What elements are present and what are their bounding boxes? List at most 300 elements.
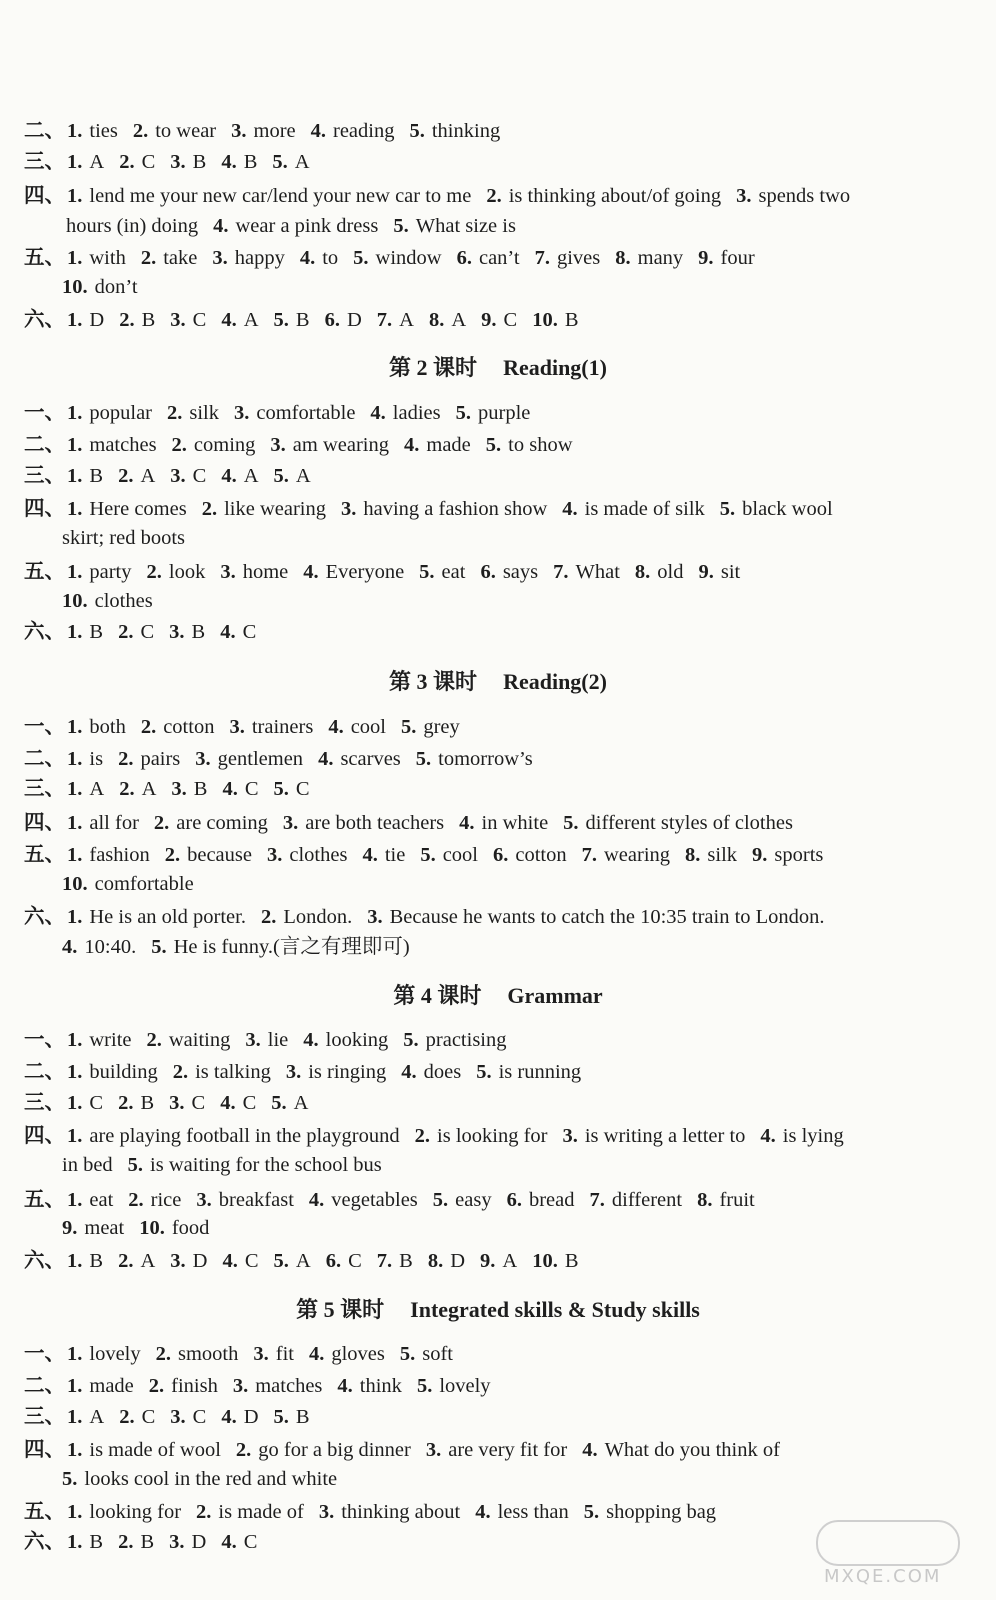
answer-item [300,243,338,274]
answer-item [62,586,153,617]
answer-item [456,398,531,429]
answer-item [476,1057,581,1088]
item-number: 3. [170,151,186,173]
item-number: 3. [562,1125,578,1147]
item-number: 3. [195,748,211,770]
item-number: 10. [532,309,558,331]
item-number: 1. [67,1250,83,1272]
question-group-number: 四、 [24,812,65,834]
item-number: 3. [169,1531,185,1553]
item-answer: fruit [719,1189,755,1211]
item-number: 4. [303,561,319,583]
item-answer: D [192,1250,208,1272]
item-answer: bread [528,1189,575,1211]
answer-item [67,1339,141,1370]
answer-item [67,243,126,274]
item-answer: to show [508,434,573,456]
answer-item [236,1435,411,1466]
item-answer: window [375,247,442,269]
item-number: 3. [231,120,247,142]
question-group-number: 五、 [24,844,65,866]
item-number: 2. [164,844,181,866]
item-number: 5. [393,215,409,237]
item-answer: B [89,1531,104,1553]
answer-item [480,1246,517,1277]
item-answer: Here comes [89,498,187,520]
question-group-number: 一、 [24,1343,65,1365]
item-answer: D [346,309,362,331]
answer-line [24,1088,982,1119]
item-answer: made [426,434,471,456]
answer-line [24,147,982,178]
answer-line [62,523,982,554]
item-answer: ties [89,120,118,142]
item-answer: C [192,1406,207,1428]
answer-item [66,211,198,242]
question-group-number: 六、 [24,1250,65,1272]
answer-item [165,840,252,871]
item-answer: practising [425,1029,507,1051]
item-answer: both [89,716,126,738]
item-number: 3. [232,1375,249,1397]
item-answer: C [141,151,156,173]
item-number: 1. [67,402,83,424]
answer-item [393,211,516,242]
answer-item [582,840,670,871]
answer-item [720,494,833,525]
item-answer: four [720,247,755,269]
item-answer: cool [350,716,386,738]
item-number: 4. [308,1189,325,1211]
answer-item [760,1121,843,1152]
answer-item [370,398,440,429]
item-answer: C [141,1406,156,1428]
item-answer: B [192,151,207,173]
item-number: 4. [404,434,420,456]
item-answer: finish [171,1375,218,1397]
question-group-number: 一、 [24,716,65,738]
answer-item [133,116,216,147]
item-answer: A [294,151,310,173]
item-answer: fit [275,1343,294,1365]
item-answer: C [140,621,155,643]
answer-item [433,1185,492,1216]
item-answer: tomorrow’s [438,748,533,770]
item-number: 1. [67,748,83,770]
item-number: 1. [67,1439,83,1461]
item-number: 7. [589,1189,605,1211]
item-answer: popular [89,402,152,424]
answer-line [24,774,982,805]
answer-item [318,744,401,775]
item-number: 2. [118,1531,134,1553]
item-answer: B [140,1092,155,1114]
question-group-number: 五、 [24,1189,65,1211]
item-number: 1. [67,1092,83,1114]
item-answer: take [163,247,198,269]
item-answer: are playing football in the playground [89,1125,400,1147]
item-number: 3. [245,1029,261,1051]
answer-item [67,1402,104,1433]
section-title [0,350,996,386]
item-number: 8. [697,1189,713,1211]
answer-line [24,1435,982,1466]
item-answer: building [89,1061,158,1083]
answer-item [128,1150,382,1181]
answer-item [67,494,187,525]
item-number: 1. [67,1343,83,1365]
question-group-number: 四、 [24,185,65,207]
question-group-number: 四、 [24,1125,65,1147]
item-number: 10. [62,873,88,895]
item-number: 4. [337,1375,353,1397]
answer-item [67,1025,132,1056]
item-number: 10. [62,590,88,612]
item-number: 7. [581,844,597,866]
item-number: 3. [170,1406,186,1428]
item-answer: A [399,309,414,331]
answer-item [274,1246,311,1277]
item-number: 3. [282,812,299,834]
answer-item [341,494,547,525]
answer-item [67,116,118,147]
answer-item [67,398,152,429]
answer-item [118,461,155,492]
item-answer: lovely [439,1375,491,1397]
answer-line [24,398,982,429]
answer-item [325,305,362,336]
answer-item [311,116,395,147]
answer-item [532,1246,578,1277]
answer-item [562,494,705,525]
item-number: 9. [62,1217,78,1239]
answer-line [24,902,982,933]
item-answer: to wear [155,120,217,142]
item-answer: gives [556,247,601,269]
answer-line [62,272,982,303]
answer-item [62,523,185,554]
item-answer: trainers [251,716,314,738]
answer-item [67,461,103,492]
item-answer: because [187,844,252,866]
answer-line [24,116,982,147]
answer-item [167,398,219,429]
answer-item [377,305,414,336]
answer-item [222,1246,258,1277]
item-answer: with [89,247,126,269]
item-answer: lend me your new car/lend your new car to me [89,185,472,207]
answer-line [24,494,982,525]
answer-item [62,932,136,963]
answer-item [212,243,284,274]
answer-item [221,147,257,178]
item-number: 3. [736,185,752,207]
item-answer: comfortable [256,402,356,424]
item-answer: sit [720,561,741,583]
item-number: 7. [376,1250,393,1272]
item-number: 3. [253,1343,269,1365]
answer-item [698,243,755,274]
item-number: 5. [273,778,289,800]
item-answer: are both teachers [305,812,445,834]
item-answer: He is an old porter. [89,906,246,928]
item-number: 9. [481,309,497,331]
item-number: 1. [67,561,83,583]
item-answer: like wearing [224,498,326,520]
item-answer: pairs [140,748,181,770]
answer-item [67,147,104,178]
item-number: 1. [67,621,83,643]
answer-item [404,430,471,461]
item-answer: thinking [431,120,501,142]
item-number: 4. [582,1439,598,1461]
item-answer: A [89,1406,105,1428]
answer-item [274,774,310,805]
item-number: 5. [399,1343,416,1365]
item-number: 8. [685,844,701,866]
section-lesson: 第 5 课时 [296,1297,385,1322]
answer-line [24,1371,982,1402]
item-number: 9. [752,844,768,866]
item-number: 1. [67,1029,83,1051]
item-number: 1. [67,906,83,928]
item-answer: vegetables [331,1189,418,1211]
answer-item [535,243,601,274]
item-answer: black wool [742,498,833,520]
item-answer: cool [442,844,478,866]
answer-item [67,1121,400,1152]
item-number: 2. [167,402,183,424]
answer-item [429,305,466,336]
item-number: 5. [415,748,432,770]
item-number: 4. [318,748,334,770]
answer-item [169,1088,205,1119]
watermark-site: MXQE.COM [824,1566,942,1587]
item-number: 3. [367,906,383,928]
item-answer: What size is [415,215,516,237]
item-answer: can’t [478,247,520,269]
section-topic: Integrated skills & Study skills [410,1297,700,1322]
answer-item [196,1185,294,1216]
answer-item [752,840,823,871]
answer-line [62,1464,982,1495]
answer-item [67,1371,134,1402]
answer-item [118,1088,154,1119]
answer-item [377,1246,413,1277]
item-answer: A [293,1092,309,1114]
item-answer: cotton [163,716,215,738]
answer-item [697,1185,755,1216]
answer-item [67,557,132,588]
item-number: 2. [140,716,157,738]
item-answer: London. [283,906,353,928]
item-answer: different [611,1189,683,1211]
item-number: 5. [419,561,435,583]
item-answer: silk [707,844,738,866]
item-number: 5. [409,120,425,142]
answer-item [261,902,352,933]
item-number: 1. [67,465,83,487]
answer-item [171,774,207,805]
answer-item [231,116,296,147]
item-number: 3. [169,1092,185,1114]
item-number: 3. [196,1189,212,1211]
item-number: 2. [146,1029,162,1051]
item-number: 4. [303,1029,319,1051]
answer-item [267,840,347,871]
item-answer: B [564,309,579,331]
answer-item [553,557,620,588]
item-answer: clothes [289,844,348,866]
answer-line [24,840,982,871]
item-answer: am wearing [292,434,389,456]
answer-line [24,1246,982,1277]
answer-line [24,617,982,648]
answer-item [283,808,444,839]
item-answer: C [243,1531,258,1553]
item-number: 1. [67,716,83,738]
section-topic: Reading(2) [503,669,607,694]
answer-item [459,808,548,839]
question-group-number: 六、 [24,1531,65,1553]
item-number: 5. [432,1189,449,1211]
answer-item [615,243,683,274]
answer-item [202,494,326,525]
item-number: 2. [235,1439,252,1461]
item-number: 6. [492,844,509,866]
item-number: 4. [562,498,578,520]
item-answer: matches [89,434,157,456]
item-answer: having a fashion show [363,498,548,520]
answer-item [62,272,138,303]
item-number: 9. [698,561,714,583]
item-number: 5. [273,1406,289,1428]
question-group-number: 三、 [24,465,65,487]
answer-item [481,305,517,336]
item-number: 2. [172,1061,189,1083]
answer-item [67,181,471,212]
answer-item [590,1185,683,1216]
section-lesson: 第 3 课时 [389,669,478,694]
answer-item [169,1527,206,1558]
answer-item [170,1246,207,1277]
item-number: 2. [148,1375,165,1397]
item-number: 4. [760,1125,776,1147]
item-number: 4. [222,1250,238,1272]
item-number: 5. [583,1501,600,1523]
answer-item [271,1088,308,1119]
item-number: 3. [266,844,283,866]
item-number: 8. [428,309,445,331]
answer-item [67,1185,113,1216]
section-title [0,664,996,700]
item-answer: clothes [94,590,153,612]
item-answer: fashion [89,844,150,866]
item-answer: home [242,561,289,583]
answer-item [420,840,478,871]
answer-item [67,1057,158,1088]
item-answer: is made of silk [584,498,705,520]
answer-line [62,1150,982,1181]
item-number: 1. [67,185,83,207]
item-number: 1. [67,812,83,834]
answer-item [147,557,206,588]
item-answer: to [322,247,339,269]
item-number: 2. [118,1250,134,1272]
answer-item [170,147,206,178]
answer-line [24,181,982,212]
item-answer: D [243,1406,259,1428]
item-answer: is waiting for the school bus [150,1154,382,1176]
item-answer: skirt; red boots [62,527,185,549]
item-number: 2. [118,1092,134,1114]
item-answer: all for [89,812,139,834]
item-answer: A [295,1250,311,1272]
item-number: 5. [563,812,579,834]
answer-item [169,617,205,648]
answer-item [156,1339,239,1370]
item-number: 3. [220,561,236,583]
item-number: 10. [139,1217,165,1239]
item-answer: thinking about [341,1501,461,1523]
item-number: 5. [476,1061,492,1083]
section-topic: Reading(1) [503,355,607,380]
item-answer: hours (in) doing [66,215,199,237]
item-answer: D [450,1250,465,1272]
item-number: 5. [420,844,436,866]
answer-item [67,808,139,839]
item-number: 5. [719,498,736,520]
item-number: 1. [67,1501,83,1523]
answer-item [362,840,405,871]
item-answer: A [243,465,259,487]
answer-item [409,116,500,147]
answer-item [270,430,389,461]
question-group-number: 二、 [24,120,65,142]
item-number: 3. [212,247,228,269]
answer-item [67,712,126,743]
answer-item [486,430,573,461]
answer-item [635,557,684,588]
item-answer: C [242,621,257,643]
answer-item [151,932,409,963]
question-group-number: 二、 [24,1061,65,1083]
item-answer: purple [478,402,531,424]
item-number: 6. [324,309,340,331]
item-number: 6. [456,247,472,269]
item-answer: are very fit for [448,1439,568,1461]
item-answer: write [89,1029,132,1051]
item-number: 2. [119,1406,135,1428]
question-group-number: 三、 [24,1406,65,1428]
answer-item [403,1025,506,1056]
item-number: 5. [416,1375,433,1397]
answer-item [67,774,104,805]
item-answer: C [348,1250,362,1272]
section-topic: Grammar [507,983,603,1008]
answer-item [286,1057,386,1088]
question-group-number: 四、 [24,1439,65,1461]
answer-item [67,1246,103,1277]
item-answer: breakfast [218,1189,294,1211]
item-number: 3. [270,434,286,456]
answer-line [66,211,982,242]
answer-item [119,305,155,336]
item-number: 9. [698,247,714,269]
answer-item [67,430,157,461]
item-answer: B [140,1531,155,1553]
item-answer: looking [325,1029,389,1051]
